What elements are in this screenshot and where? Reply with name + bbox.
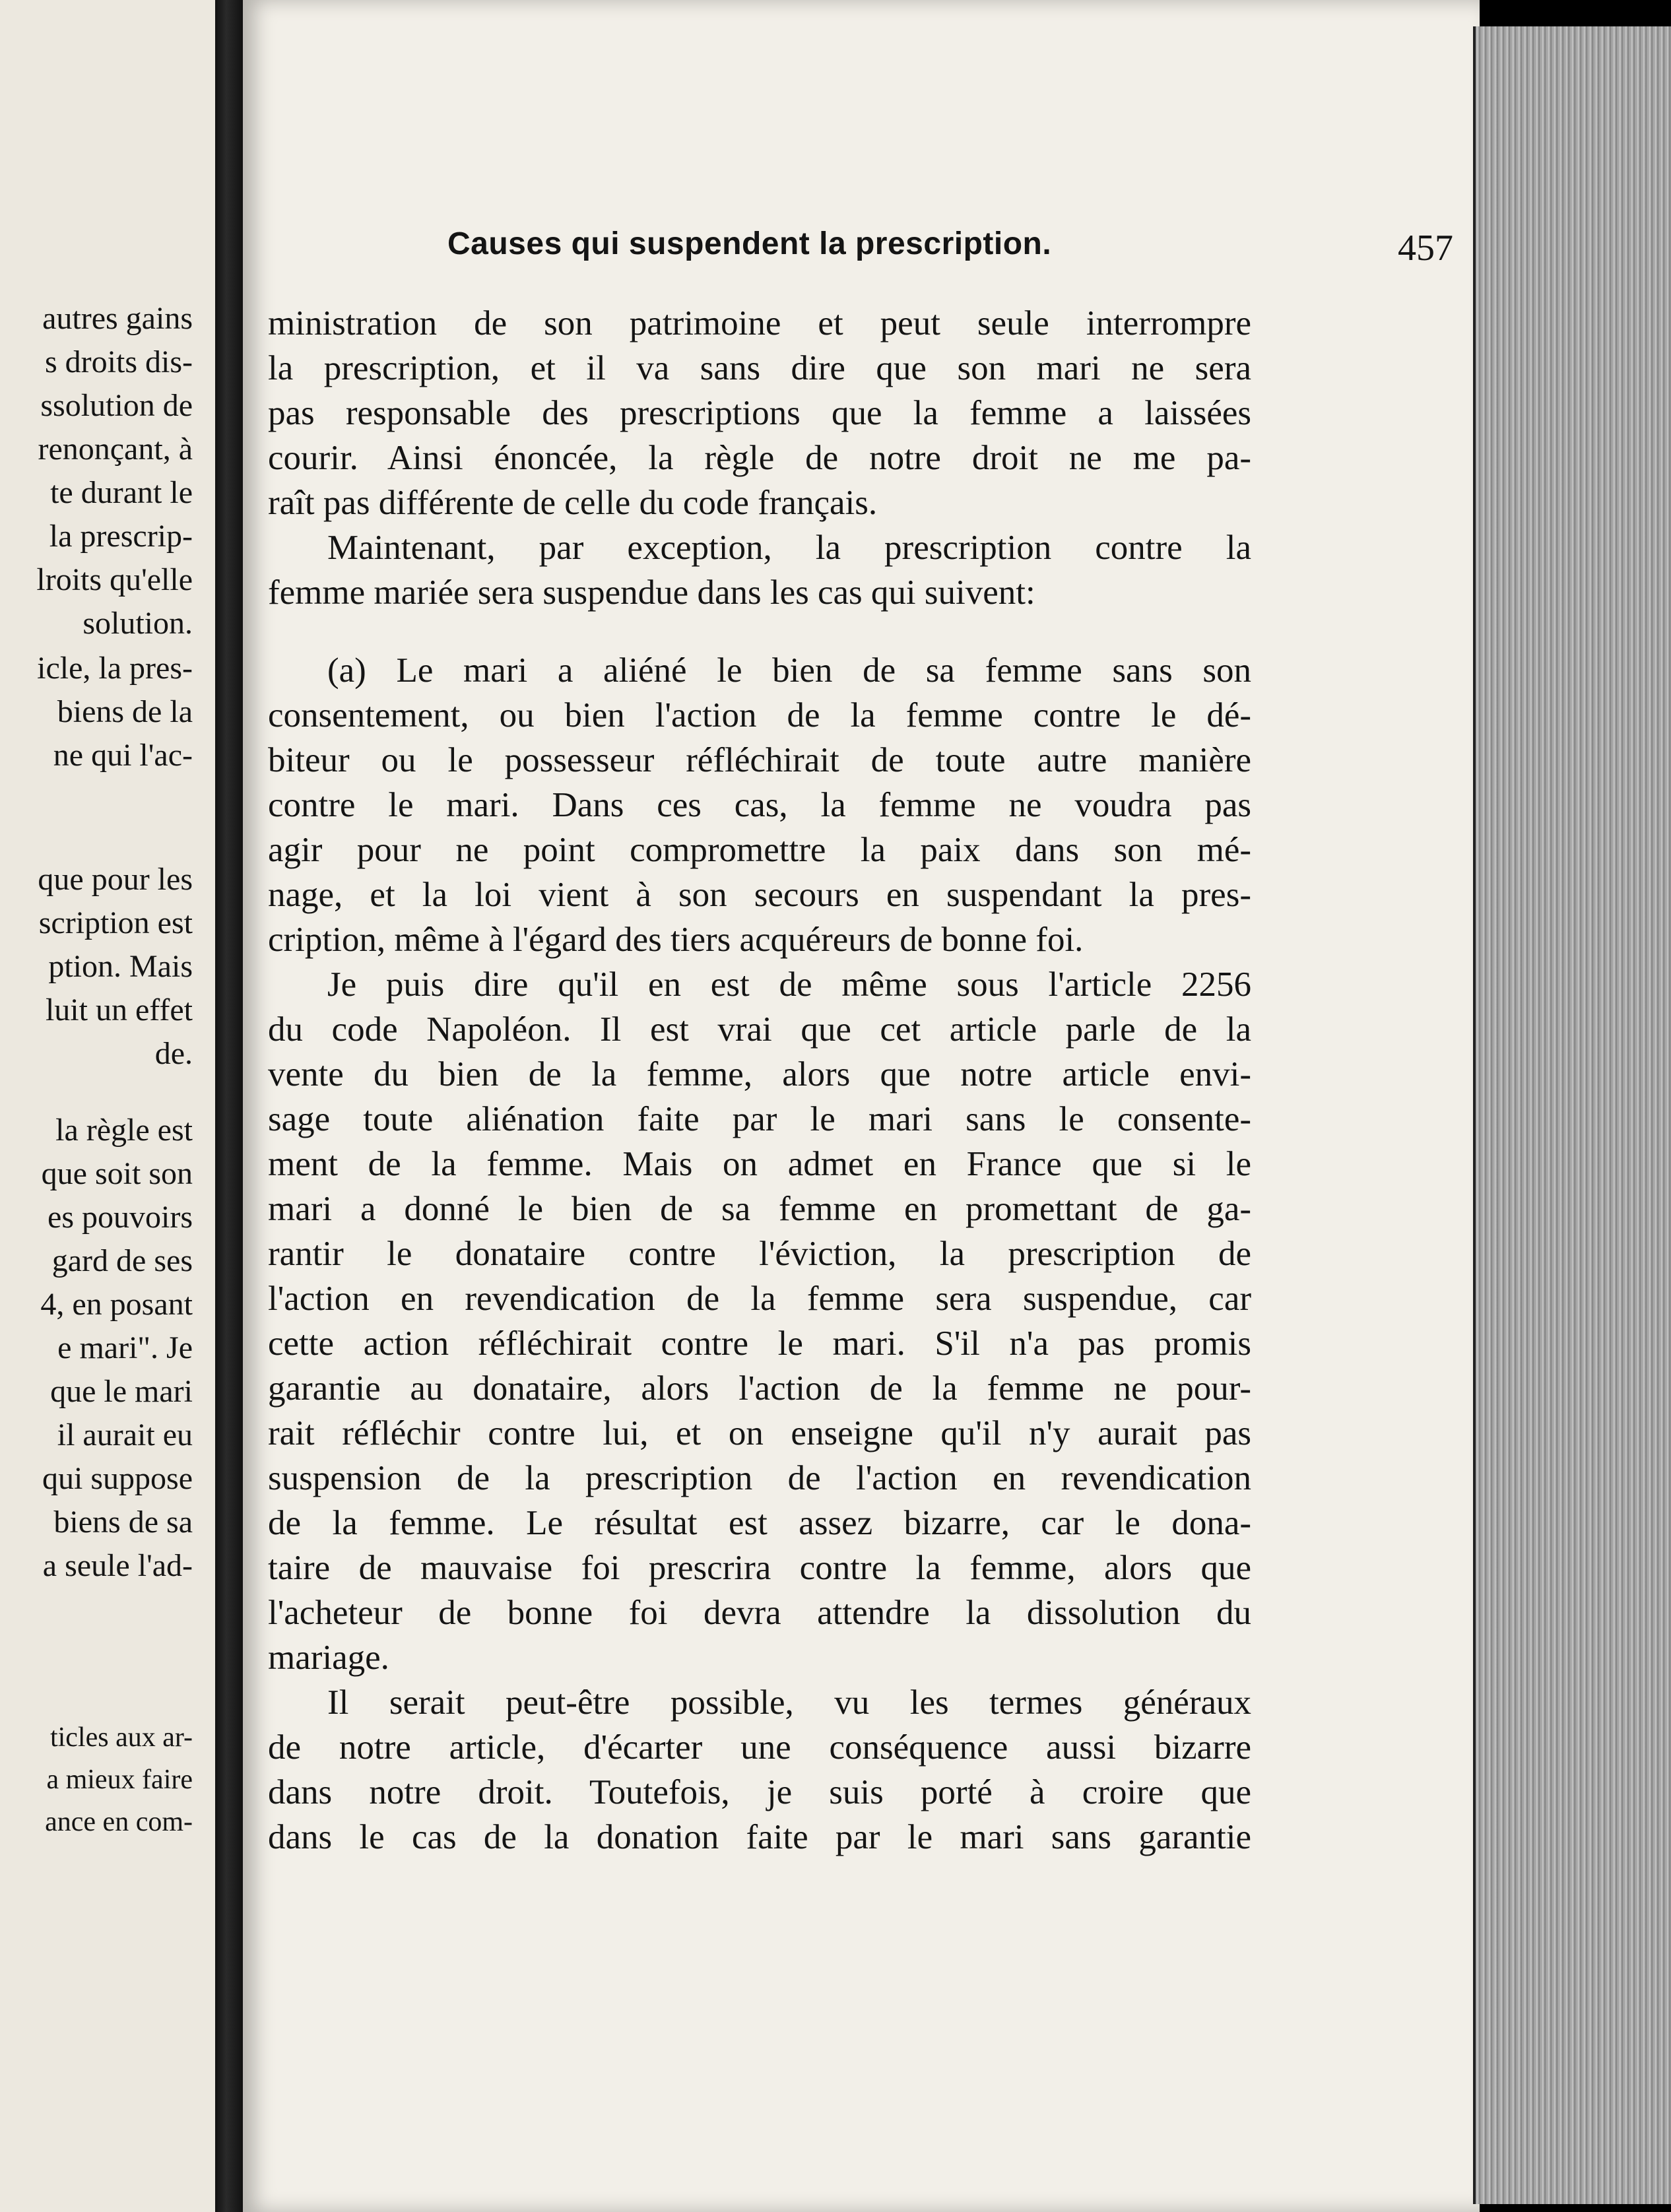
left-page-line: il aurait eu [57, 1417, 193, 1452]
left-page-line: renonçant, à [38, 432, 193, 467]
paragraph-4-line: mari a donné le bien de sa femme en promettant de ga- [268, 1190, 1251, 1228]
left-page-line: s droits dis- [44, 344, 193, 379]
left-page-line: que soit son [41, 1156, 193, 1191]
previous-page-fragment [0, 0, 215, 2212]
paragraph-4-line: rantir le donataire contre l'éviction, la prescription de [268, 1235, 1251, 1273]
left-page-line: luit un effet [45, 992, 193, 1027]
paragraph-3-line: agir pour ne point compromettre la paix dans son mé- [268, 831, 1251, 869]
current-page [243, 0, 1480, 2212]
paragraph-4-line: Je puis dire qu'il en est de même sous l'article 2256 [327, 965, 1251, 1004]
left-page-line: scription est [38, 905, 193, 940]
book-page-edges [1473, 26, 1671, 2204]
paragraph-4-line: suspension de la prescription de l'action en revendication [268, 1459, 1251, 1497]
paragraph-3-line: (a) Le mari a aliéné le bien de sa femme sans son [327, 651, 1251, 690]
paragraph-4-line: cette action réfléchirait contre le mari. S'il n'a pas promis [268, 1324, 1251, 1363]
book-gutter [215, 0, 243, 2212]
left-page-line: biens de la [57, 694, 193, 729]
left-page-line: icle, la pres- [37, 651, 193, 686]
paragraph-1-line: raît pas différente de celle du code français. [268, 484, 878, 522]
paragraph-4-line: taire de mauvaise foi prescrira contre la femme, alors que [268, 1549, 1251, 1587]
left-page-line: ption. Mais [48, 949, 193, 984]
paragraph-4-line: rait réfléchir contre lui, et on enseigne qu'il n'y aurait pas [268, 1414, 1251, 1452]
left-page-line: biens de sa [53, 1505, 193, 1540]
paragraph-2-line: Maintenant, par exception, la prescription contre la [327, 529, 1251, 567]
paragraph-5-line: dans notre droit. Toutefois, je suis porté à croire que [268, 1773, 1251, 1811]
left-page-line: ne qui l'ac- [53, 738, 193, 773]
paragraph-2-line: femme mariée sera suspendue dans les cas qui suivent: [268, 573, 1035, 612]
left-page-line: ance en com- [45, 1807, 193, 1837]
paragraph-4-line: mariage. [268, 1639, 389, 1677]
left-page-line: ssolution de [40, 388, 193, 423]
left-page-line: te durant le [50, 475, 193, 510]
left-page-line: lroits qu'elle [36, 562, 193, 597]
paragraph-4-line: sage toute aliénation faite par le mari sans le consente- [268, 1100, 1251, 1138]
left-page-line: a seule l'ad- [42, 1548, 193, 1583]
left-page-line: solution. [82, 606, 193, 641]
left-page-line: de. [154, 1036, 193, 1071]
paragraph-1-line: ministration de son patrimoine et peut seule interrompre [268, 304, 1251, 342]
paragraph-3-line: nage, et la loi vient à son secours en suspendant la pres- [268, 876, 1251, 914]
left-page-line: ticles aux ar- [49, 1722, 193, 1753]
running-title: Causes qui suspendent la prescription. [447, 226, 1052, 261]
left-page-line: es pouvoirs [48, 1200, 193, 1235]
paragraph-1-line: courir. Ainsi énoncée, la règle de notre droit ne me pa- [268, 439, 1251, 477]
paragraph-gap [268, 615, 1251, 648]
page-number: 457 [1398, 228, 1453, 269]
paragraph-5-line: dans le cas de la donation faite par le mari sans garantie [268, 1818, 1251, 1856]
paragraph-3-line: biteur ou le possesseur réfléchirait de toute autre manière [268, 741, 1251, 779]
paragraph-3-line: consentement, ou bien l'action de la femme contre le dé- [268, 696, 1251, 734]
paragraph-3-line: cription, même à l'égard des tiers acquéreurs de bonne foi. [268, 921, 1084, 959]
paragraph-4-line: ment de la femme. Mais on admet en France que si le [268, 1145, 1251, 1183]
paragraph-4-line: vente du bien de la femme, alors que notre article envi- [268, 1055, 1251, 1093]
paragraph-4-line: de la femme. Le résultat est assez bizarre, car le dona- [268, 1504, 1251, 1542]
paragraph-1-line: pas responsable des prescriptions que la femme a laissées [268, 394, 1251, 432]
paragraph-4-line: garantie au donataire, alors l'action de la femme ne pour- [268, 1369, 1251, 1408]
left-page-line: 4, en posant [40, 1287, 193, 1322]
paragraph-1-line: la prescription, et il va sans dire que son mari ne sera [268, 349, 1251, 387]
paragraph-4-line: l'acheteur de bonne foi devra attendre la dissolution du [268, 1594, 1251, 1632]
left-page-line: la prescrip- [49, 519, 193, 554]
paragraph-3-line: contre le mari. Dans ces cas, la femme ne voudra pas [268, 786, 1251, 824]
left-page-line: la règle est [55, 1113, 193, 1148]
left-page-line: que le mari [50, 1374, 193, 1409]
paragraph-4-line: du code Napoléon. Il est vrai que cet article parle de la [268, 1010, 1251, 1049]
left-page-line: gard de ses [51, 1243, 193, 1278]
left-page-line: a mieux faire [46, 1765, 193, 1795]
left-page-line: qui suppose [42, 1461, 193, 1496]
left-page-line: e mari". Je [57, 1330, 193, 1365]
body-text [268, 301, 1251, 1860]
left-page-line: que pour les [38, 862, 193, 897]
running-head [447, 226, 1453, 278]
paragraph-4-line: l'action en revendication de la femme sera suspendue, car [268, 1280, 1251, 1318]
left-page-line: autres gains [42, 301, 193, 336]
paragraph-5-line: de notre article, d'écarter une conséquence aussi bizarre [268, 1728, 1251, 1767]
paragraph-5-line: Il serait peut-être possible, vu les termes généraux [327, 1683, 1251, 1722]
